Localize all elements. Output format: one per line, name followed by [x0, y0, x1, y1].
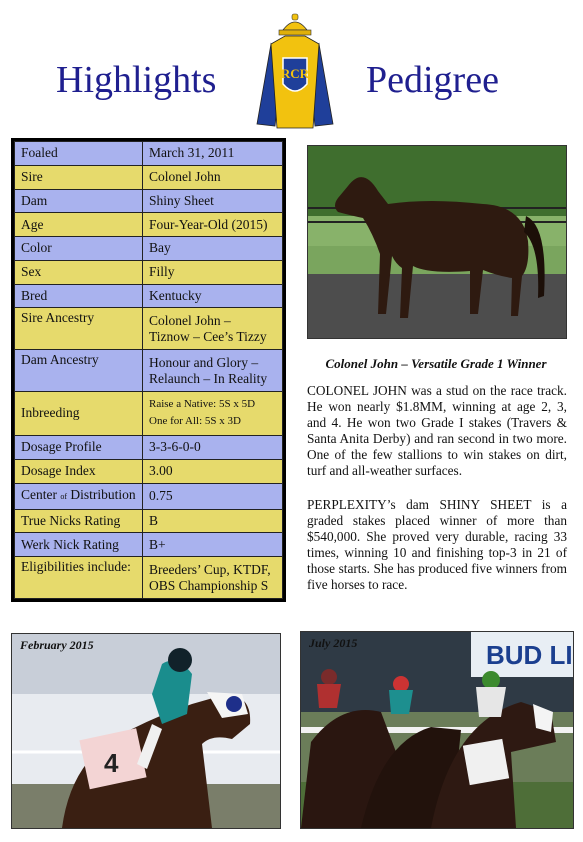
table-row	[15, 391, 283, 435]
bred-value: Kentucky	[143, 284, 283, 308]
colonel-john-photo	[307, 145, 567, 339]
eligibilities-line2: OBS Championship S	[149, 577, 269, 593]
table-row	[15, 509, 283, 533]
shiny-sheet-paragraph: PERPLEXITY’s dam SHINY SHEET is a graded stakes placed winner of more than $540,000. She proved very durable, racing 33 times, winning 10 and finishing top-3 in 21 of those starts. She has produced five winners from five horses to race.	[307, 497, 567, 592]
eligibilities-label: Eligibilities include:	[15, 557, 143, 599]
silks-logo	[249, 10, 341, 132]
bred-label: Bred	[15, 284, 143, 308]
eligibilities-line1: Breeders’ Cup, KTDF,	[149, 561, 271, 577]
dosage-index-value: 3.00	[143, 459, 283, 483]
table-row	[15, 142, 283, 166]
true-nicks-value: B	[143, 509, 283, 533]
dam-value: Shiny Sheet	[143, 189, 283, 213]
table-row	[15, 284, 283, 308]
dosage-profile-label: Dosage Profile	[15, 436, 143, 460]
table-row	[15, 213, 283, 237]
of-word: of	[60, 492, 68, 502]
february-race-photo	[11, 633, 281, 829]
pedigree-title: Pedigree	[366, 59, 499, 101]
dam-ancestry-label: Dam Ancestry	[15, 350, 143, 392]
july-label: July 2015	[309, 636, 358, 650]
true-nicks-label: True Nicks Rating	[15, 509, 143, 533]
eligibilities-value	[143, 557, 283, 599]
table-row	[15, 533, 283, 557]
dam-ancestry-line1: Honour and Glory –	[149, 354, 259, 370]
sire-value: Colonel John	[143, 165, 283, 189]
center-of-distribution-value: 0.75	[143, 483, 283, 509]
table-row	[15, 459, 283, 483]
sire-ancestry-value	[143, 308, 283, 350]
february-label: February 2015	[20, 638, 94, 652]
sire-label: Sire	[15, 165, 143, 189]
highlights-title: Highlights	[56, 59, 217, 101]
center-word: Center	[21, 487, 57, 503]
dosage-index-label: Dosage Index	[15, 459, 143, 483]
inbreeding-value	[143, 391, 283, 435]
svg-text:BUD LI: BUD LI	[486, 640, 573, 670]
table-row	[15, 557, 283, 599]
dam-label: Dam	[15, 189, 143, 213]
colonel-john-paragraph: COLONEL JOHN was a stud on the race track. He won nearly $1.8MM, winning at age 2, 3, and 4. He won two Grade I stakes (Travers & Santa Anita Derby) and ran second in two more. One of the few stallions to win stakes on dirt, turf and all-weather surfaces.	[307, 383, 567, 478]
table-row	[15, 308, 283, 350]
color-label: Color	[15, 237, 143, 261]
werk-nick-label: Werk Nick Rating	[15, 533, 143, 557]
inbreeding-label: Inbreeding	[15, 391, 143, 435]
photo-caption: Colonel John – Versatile Grade 1 Winner	[325, 356, 547, 371]
sex-label: Sex	[15, 260, 143, 284]
sire-ancestry-line2: Tiznow – Cee’s Tizzy	[149, 328, 267, 344]
foaled-value: March 31, 2011	[143, 142, 283, 166]
sire-ancestry-label: Sire Ancestry	[15, 308, 143, 350]
july-race-photo	[300, 631, 574, 829]
inbreeding-line2: One for All: 5S x 3D	[149, 415, 241, 428]
table-row	[15, 483, 283, 509]
werk-nick-value: B+	[143, 533, 283, 557]
color-value: Bay	[143, 237, 283, 261]
table-row	[15, 165, 283, 189]
table-row	[15, 436, 283, 460]
age-label: Age	[15, 213, 143, 237]
table-row	[15, 260, 283, 284]
inbreeding-line1: Raise a Native: 5S x 5D	[149, 398, 256, 411]
table-row	[15, 189, 283, 213]
center-of-distribution-label	[15, 483, 143, 509]
saddle-number: 4	[104, 748, 119, 778]
distribution-word: Distribution	[70, 487, 136, 503]
foaled-label: Foaled	[15, 142, 143, 166]
sex-value: Filly	[143, 260, 283, 284]
table-row	[15, 237, 283, 261]
sire-ancestry-line1: Colonel John –	[149, 312, 231, 328]
dam-ancestry-line2: Relaunch – In Reality	[149, 370, 268, 386]
pedigree-table	[11, 138, 286, 602]
age-value: Four-Year-Old (2015)	[143, 213, 283, 237]
logo-monogram: RCR	[280, 66, 310, 81]
dosage-profile-value: 3-3-6-0-0	[143, 436, 283, 460]
table-row	[15, 350, 283, 392]
dam-ancestry-value	[143, 350, 283, 392]
